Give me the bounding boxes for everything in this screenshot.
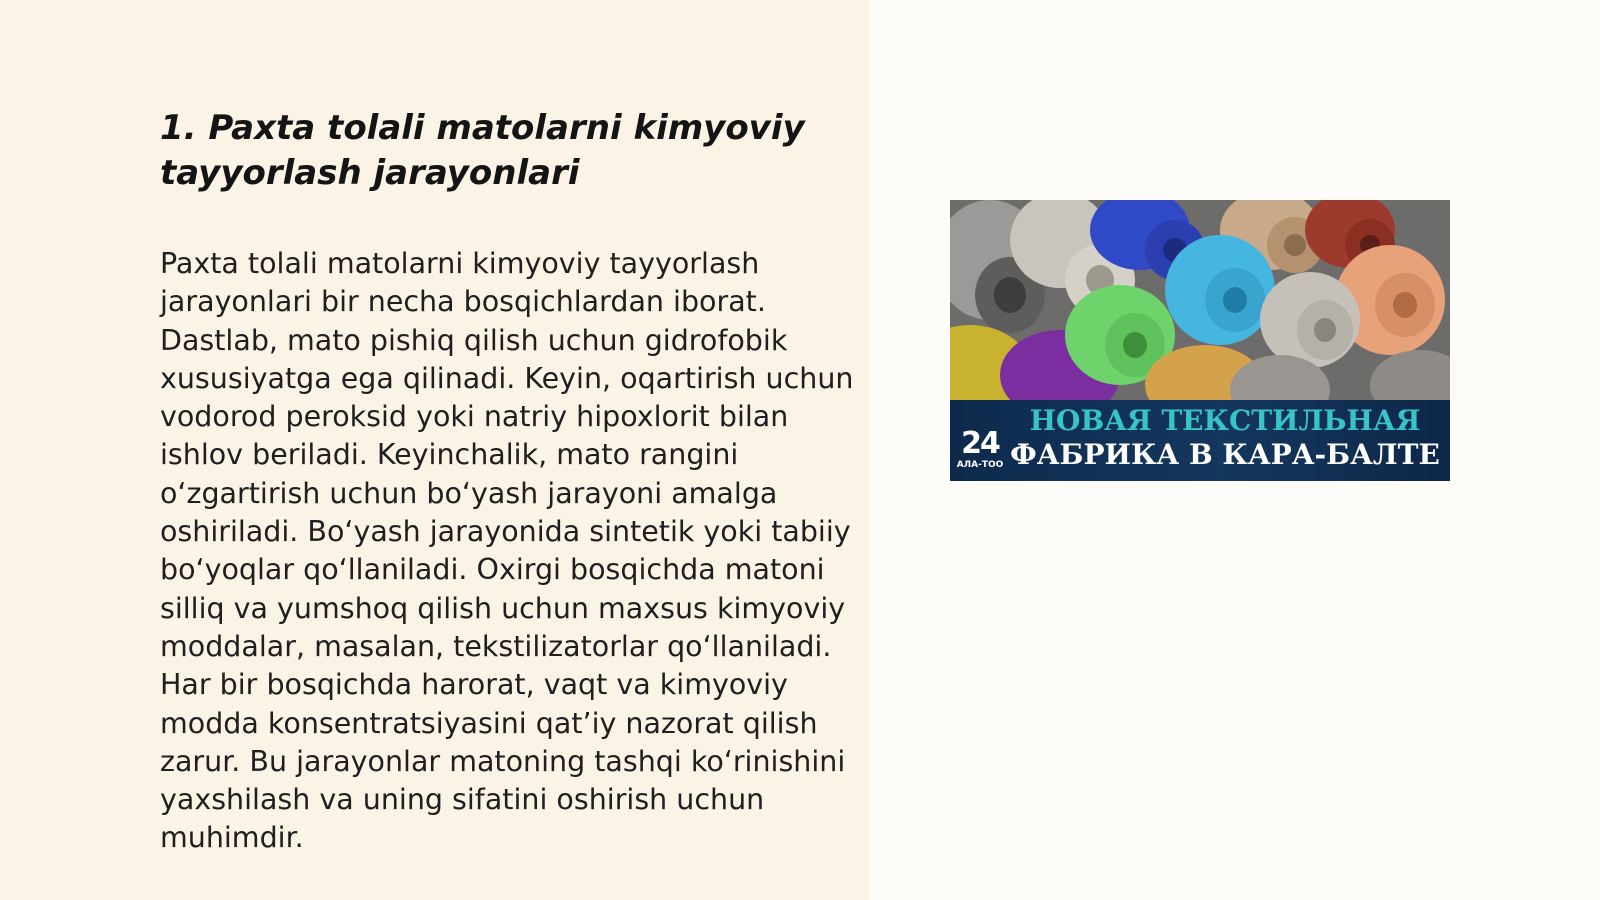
slide-body-text: Paxta tolali matolarni kimyoviy tayyorlash jarayonlari bir necha bosqichlardan iborat. Dastlab, mato pishiq qilish uchun gidrofobik xususiyatga ega qilinadi. Keyin, oqartirish uchun vodorod peroksid yoki natriy hipoxlorit bilan ishlov beriladi. Keyinchalik, mato rangini o‘zgartirish uchun bo‘yash jarayoni amalga oshiriladi. Bo‘yash jarayonida sintetik yoki tabiiy bo‘yoqlar qo‘llaniladi. Oxirgi bosqichda matoni silliq va yumshoq qilish uchun maxsus kimyoviy moddalar, masalan, tekstilizatorlar qo‘llaniladi. Har bir bosqichda harorat, vaqt va kimyoviy modda konsentratsiyasini qat’iy nazorat qilish zarur. Bu jarayonlar matoning tashqi ko‘rinishini yaxshilash va uning sifatini oshirish uchun muhimdir. bbox=[160, 247, 854, 855]
headline-line-1: НОВАЯ ТЕКСТИЛЬНАЯ bbox=[1029, 404, 1421, 437]
fabric-rolls-image bbox=[950, 200, 1450, 481]
fabric-rolls-illustration bbox=[950, 200, 1450, 400]
channel-name: АЛА-ТОО bbox=[956, 460, 1004, 470]
headline-line-2: ФАБРИКА В КАРА-БАЛТЕ bbox=[1010, 438, 1440, 471]
slide-title: 1. Paxta tolali matolarni kimyoviy tayyorlash jarayonlari bbox=[160, 108, 805, 193]
news-banner bbox=[950, 400, 1450, 481]
channel-logo bbox=[953, 428, 1007, 476]
channel-number: 24 bbox=[961, 426, 999, 461]
